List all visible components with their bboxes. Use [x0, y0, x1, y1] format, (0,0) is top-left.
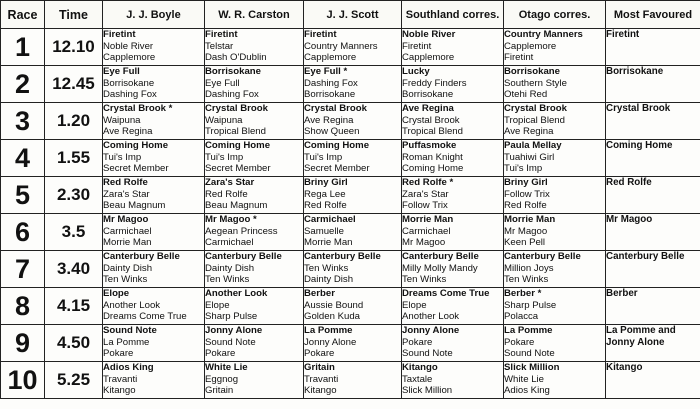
tip-selection-2: Roman Knight — [402, 151, 463, 163]
tip-selection-3: Sound Note — [402, 348, 453, 360]
tip-selection-1: Sound Note — [103, 325, 157, 336]
tip-selection-3: Tropical Blend — [402, 126, 463, 138]
tip-selection-1: Ave Regina — [402, 103, 454, 114]
tip-selection-3: Keen Pell — [504, 237, 546, 249]
race-row — [1, 214, 700, 251]
tip-selection-2: Dainty Dish — [103, 262, 153, 274]
tip-selection-3: Capplemore — [402, 52, 455, 64]
most-favoured-cell — [606, 103, 700, 140]
tip-selection-2: Zara's Star — [103, 188, 150, 200]
race-row — [1, 103, 700, 140]
tip-cell-j-j-scott — [304, 251, 402, 288]
most-favoured-cell — [606, 66, 700, 103]
tip-selection-1: Red Rolfe * — [402, 177, 454, 188]
tip-selection-2: Crystal Brook — [402, 114, 460, 126]
column-header-southland-corres: Southland corres. — [402, 1, 504, 29]
race-number: 2 — [1, 66, 45, 103]
tip-selection-1: Coming Home — [205, 140, 271, 151]
tip-cell-otago-corres — [504, 177, 606, 214]
tip-selection-3: Polacca — [504, 311, 539, 323]
race-time: 5.25 — [45, 362, 103, 399]
tip-selection-2: Sound Note — [205, 336, 256, 348]
most-favoured-cell — [606, 288, 700, 325]
tip-selection-3: Borrisokane — [402, 89, 454, 101]
race-number: 8 — [1, 288, 45, 325]
tip-selection-2: Travanti — [103, 373, 138, 385]
tip-cell-j-j-boyle — [103, 325, 205, 362]
tip-selection-3: Mr Magoo — [402, 237, 446, 249]
tip-cell-w-r-carston — [205, 103, 304, 140]
race-row — [1, 288, 700, 325]
tip-cell-otago-corres — [504, 325, 606, 362]
tip-selection-3: Beau Magnum — [205, 200, 268, 212]
race-number: 10 — [1, 362, 45, 399]
tip-selection-1: Country Manners — [504, 29, 583, 40]
race-row — [1, 140, 700, 177]
tip-selection-3: Carmichael — [205, 237, 254, 249]
most-favoured-horse: Kitango — [606, 362, 643, 373]
tip-selection-3: Secret Member — [103, 163, 169, 175]
tip-selection-3: Ten Winks — [504, 274, 549, 286]
tip-cell-w-r-carston — [205, 325, 304, 362]
column-header-race: Race — [1, 1, 45, 29]
tip-cell-southland-corres — [402, 66, 504, 103]
tip-selection-1: Mr Magoo — [103, 214, 149, 225]
tip-cell-southland-corres — [402, 288, 504, 325]
tip-selection-2: Tui's Imp — [304, 151, 343, 163]
tip-selection-2: Follow Trix — [504, 188, 550, 200]
tip-selection-3: Dashing Fox — [205, 89, 259, 101]
race-time: 3.5 — [45, 214, 103, 251]
tip-selection-3: Slick Million — [402, 385, 453, 397]
tip-selection-1: Crystal Brook — [304, 103, 367, 114]
tip-selection-3: Show Queen — [304, 126, 360, 138]
tip-selection-1: Kitango — [402, 362, 438, 373]
tip-selection-1: Firetint — [304, 29, 337, 40]
tip-selection-1: Canterbury Belle — [402, 251, 479, 262]
race-number: 5 — [1, 177, 45, 214]
tip-selection-3: Tropical Blend — [205, 126, 266, 138]
race-row — [1, 177, 700, 214]
tip-selection-1: Borrisokane — [205, 66, 261, 77]
tip-selection-2: Pokare — [504, 336, 535, 348]
tip-selection-1: Zara's Star — [205, 177, 255, 188]
tip-selection-2: Another Look — [103, 299, 161, 311]
tip-selection-2: Elope — [205, 299, 230, 311]
race-row — [1, 362, 700, 399]
race-time: 3.40 — [45, 251, 103, 288]
race-time: 12.10 — [45, 29, 103, 66]
tip-selection-1: Puffasmoke — [402, 140, 457, 151]
race-row — [1, 66, 700, 103]
tip-selection-2: Milly Molly Mandy — [402, 262, 478, 274]
tip-cell-w-r-carston — [205, 29, 304, 66]
tip-selection-3: Otehi Red — [504, 89, 548, 101]
race-time: 4.50 — [45, 325, 103, 362]
tip-cell-j-j-boyle — [103, 66, 205, 103]
column-header-j-j-scott: J. J. Scott — [304, 1, 402, 29]
tip-cell-j-j-boyle — [103, 140, 205, 177]
tip-selection-1: Jonny Alone — [402, 325, 460, 336]
tip-selection-2: Tui's Imp — [103, 151, 142, 163]
most-favoured-horse: Berber — [606, 288, 638, 299]
most-favoured-horse: Crystal Brook — [606, 103, 671, 114]
most-favoured-cell — [606, 362, 700, 399]
column-header-otago-corres: Otago corres. — [504, 1, 606, 29]
tip-cell-southland-corres — [402, 325, 504, 362]
tip-selection-1: Morrie Man — [402, 214, 454, 225]
tip-selection-3: Tui's Imp — [504, 163, 543, 175]
race-time: 12.45 — [45, 66, 103, 103]
tip-selection-3: Beau Magnum — [103, 200, 166, 212]
most-favoured-cell — [606, 251, 700, 288]
tip-selection-2: La Pomme — [103, 336, 150, 348]
tip-selection-3: Gritain — [205, 385, 234, 397]
tip-selection-1: Berber * — [504, 288, 542, 299]
most-favoured-horse: Canterbury Belle — [606, 251, 685, 262]
tip-selection-2: Pokare — [402, 336, 433, 348]
tip-cell-southland-corres — [402, 251, 504, 288]
race-number: 1 — [1, 29, 45, 66]
tip-selection-1: Another Look — [205, 288, 268, 299]
tip-selection-1: Canterbury Belle — [205, 251, 282, 262]
tip-selection-2: Carmichael — [103, 225, 152, 237]
tip-selection-3: Ten Winks — [402, 274, 447, 286]
tip-cell-otago-corres — [504, 29, 606, 66]
tip-cell-otago-corres — [504, 66, 606, 103]
tip-selection-1: Crystal Brook — [504, 103, 567, 114]
tip-selection-1: Crystal Brook — [205, 103, 268, 114]
tip-selection-1: Gritain — [304, 362, 335, 373]
tip-selection-3: Sharp Pulse — [205, 311, 258, 323]
tip-selection-1: White Lie — [205, 362, 248, 373]
tip-selection-2: Samuelle — [304, 225, 344, 237]
race-number: 3 — [1, 103, 45, 140]
race-number: 6 — [1, 214, 45, 251]
most-favoured-cell — [606, 214, 700, 251]
tip-selection-1: Coming Home — [304, 140, 370, 151]
tip-cell-j-j-scott — [304, 214, 402, 251]
race-row — [1, 325, 700, 362]
tip-selection-3: Coming Home — [402, 163, 464, 175]
tip-selection-3: Another Look — [402, 311, 460, 323]
tip-cell-j-j-scott — [304, 29, 402, 66]
tip-selection-2: Red Rolfe — [205, 188, 248, 200]
tip-cell-otago-corres — [504, 251, 606, 288]
tip-selection-3: Pokare — [304, 348, 335, 360]
race-number: 9 — [1, 325, 45, 362]
tip-selection-3: Pokare — [205, 348, 236, 360]
tip-cell-j-j-boyle — [103, 177, 205, 214]
tip-selection-1: Crystal Brook * — [103, 103, 173, 114]
tip-selection-2: Jonny Alone — [304, 336, 357, 348]
tip-selection-1: Lucky — [402, 66, 430, 77]
tip-selection-3: Dreams Come True — [103, 311, 187, 323]
tip-cell-southland-corres — [402, 362, 504, 399]
tip-selection-3: Secret Member — [304, 163, 370, 175]
tip-selection-3: Ten Winks — [205, 274, 250, 286]
tip-selection-1: Red Rolfe — [103, 177, 148, 188]
tip-selection-2: Rega Lee — [304, 188, 346, 200]
tip-selection-3: Dashing Fox — [103, 89, 157, 101]
tip-cell-w-r-carston — [205, 288, 304, 325]
most-favoured-cell — [606, 177, 700, 214]
most-favoured-horse: Firetint — [606, 29, 640, 40]
most-favoured-cell — [606, 29, 700, 66]
tip-selection-2: Eye Full — [205, 77, 240, 89]
tip-cell-w-r-carston — [205, 66, 304, 103]
tip-selection-1: Eye Full — [103, 66, 140, 77]
tip-selection-1: Borrisokane — [504, 66, 560, 77]
tip-cell-j-j-boyle — [103, 214, 205, 251]
tip-selection-2: Aegean Princess — [205, 225, 278, 237]
tip-selection-2: Eggnog — [205, 373, 239, 385]
race-time: 1.55 — [45, 140, 103, 177]
tip-cell-j-j-scott — [304, 66, 402, 103]
tip-selection-2: Freddy Finders — [402, 77, 467, 89]
tip-cell-j-j-scott — [304, 362, 402, 399]
tip-selection-1: Paula Mellay — [504, 140, 562, 151]
tip-selection-2: Dashing Fox — [304, 77, 358, 89]
tip-cell-j-j-boyle — [103, 103, 205, 140]
tip-cell-otago-corres — [504, 362, 606, 399]
tip-selection-1: Berber — [304, 288, 335, 299]
tip-selection-1: Carmichael — [304, 214, 356, 225]
tip-selection-3: Red Rolfe — [304, 200, 347, 212]
tip-cell-w-r-carston — [205, 214, 304, 251]
tip-cell-j-j-boyle — [103, 251, 205, 288]
tip-selection-2: Ten Winks — [304, 262, 349, 274]
header-row — [1, 1, 700, 29]
tip-selection-1: Slick Million — [504, 362, 560, 373]
tip-selection-2: Zara's Star — [402, 188, 449, 200]
race-time: 4.15 — [45, 288, 103, 325]
tip-selection-2: Noble River — [103, 40, 154, 52]
tip-cell-w-r-carston — [205, 140, 304, 177]
tip-selection-1: Eye Full * — [304, 66, 348, 77]
tip-selection-1: Noble River — [402, 29, 456, 40]
tip-selection-2: Taxtale — [402, 373, 433, 385]
tip-selection-2: White Lie — [504, 373, 544, 385]
tip-cell-j-j-scott — [304, 288, 402, 325]
tip-selection-1: La Pomme — [504, 325, 553, 336]
tip-selection-3: Borrisokane — [304, 89, 356, 101]
tip-cell-w-r-carston — [205, 251, 304, 288]
tip-selection-3: Kitango — [103, 385, 136, 397]
tip-selection-2: Tuahiwi Girl — [504, 151, 555, 163]
tip-selection-3: Ten Winks — [103, 274, 148, 286]
tip-selection-3: Ave Regina — [504, 126, 554, 138]
tip-selection-2: Sharp Pulse — [504, 299, 557, 311]
tip-selection-2: Dainty Dish — [205, 262, 255, 274]
tip-selection-2: Tui's Imp — [205, 151, 244, 163]
tip-selection-3: Kitango — [304, 385, 337, 397]
tip-selection-1: Coming Home — [103, 140, 169, 151]
tip-cell-j-j-scott — [304, 140, 402, 177]
tip-selection-3: Follow Trix — [402, 200, 448, 212]
tip-cell-southland-corres — [402, 103, 504, 140]
tip-cell-southland-corres — [402, 214, 504, 251]
column-header-time: Time — [45, 1, 103, 29]
race-number: 4 — [1, 140, 45, 177]
tip-selection-1: Canterbury Belle — [103, 251, 180, 262]
tip-selection-3: Sound Note — [504, 348, 555, 360]
column-header-most-favoured: Most Favoured — [606, 1, 700, 29]
tip-cell-j-j-scott — [304, 177, 402, 214]
tip-cell-otago-corres — [504, 103, 606, 140]
race-number: 7 — [1, 251, 45, 288]
tip-selection-3: Morrie Man — [103, 237, 152, 249]
tip-selection-3: Adios King — [504, 385, 550, 397]
tip-selection-1: Canterbury Belle — [304, 251, 381, 262]
tip-selection-2: Tropical Blend — [504, 114, 565, 126]
tip-selection-2: Elope — [402, 299, 427, 311]
tip-selection-2: Waipuna — [205, 114, 243, 126]
tip-selection-3: Capplemore — [304, 52, 357, 64]
tip-selection-3: Ave Regina — [103, 126, 153, 138]
tip-selection-3: Secret Member — [205, 163, 271, 175]
column-header-j-j-boyle: J. J. Boyle — [103, 1, 205, 29]
tip-cell-j-j-boyle — [103, 362, 205, 399]
most-favoured-horse: Red Rolfe — [606, 177, 652, 188]
tip-selection-2: Southern Style — [504, 77, 567, 89]
most-favoured-cell — [606, 325, 700, 362]
tip-selection-1: Canterbury Belle — [504, 251, 581, 262]
most-favoured-horse: Mr Magoo — [606, 214, 653, 225]
tip-cell-southland-corres — [402, 177, 504, 214]
most-favoured-cell — [606, 140, 700, 177]
tip-cell-w-r-carston — [205, 177, 304, 214]
tip-selection-2: Firetint — [402, 40, 432, 52]
tip-cell-j-j-boyle — [103, 29, 205, 66]
tip-selection-3: Dainty Dish — [304, 274, 354, 286]
tip-selection-2: Telstar — [205, 40, 234, 52]
tip-selection-2: Country Manners — [304, 40, 378, 52]
tip-selection-3: Pokare — [103, 348, 134, 360]
tip-cell-otago-corres — [504, 140, 606, 177]
tip-cell-otago-corres — [504, 214, 606, 251]
tip-selection-3: Dash O'Dublin — [205, 52, 267, 64]
tip-selection-3: Golden Kuda — [304, 311, 361, 323]
tip-selection-1: Morrie Man — [504, 214, 556, 225]
tip-cell-j-j-boyle — [103, 288, 205, 325]
tip-selection-2: Borrisokane — [103, 77, 155, 89]
tip-selection-3: Morrie Man — [304, 237, 353, 249]
tip-selection-1: Mr Magoo * — [205, 214, 257, 225]
tip-selection-2: Carmichael — [402, 225, 451, 237]
tip-cell-j-j-scott — [304, 325, 402, 362]
tip-selection-3: Capplemore — [103, 52, 156, 64]
tip-cell-j-j-scott — [304, 103, 402, 140]
tip-selection-2: Mr Magoo — [504, 225, 548, 237]
tip-cell-w-r-carston — [205, 362, 304, 399]
tip-selection-1: Dreams Come True — [402, 288, 490, 299]
race-row — [1, 29, 700, 66]
tip-selection-1: Firetint — [205, 29, 238, 40]
tip-selection-1: Elope — [103, 288, 130, 299]
tip-selection-2: Aussie Bound — [304, 299, 364, 311]
tip-selection-1: Briny Girl — [304, 177, 348, 188]
tip-selection-2: Travanti — [304, 373, 339, 385]
tip-cell-otago-corres — [504, 288, 606, 325]
tip-selection-2: Million Joys — [504, 262, 554, 274]
most-favoured-horse: Coming Home — [606, 140, 673, 151]
tip-selection-2: Capplemore — [504, 40, 557, 52]
tip-selection-2: Ave Regina — [304, 114, 354, 126]
tip-selection-2: Waipuna — [103, 114, 141, 126]
race-time: 2.30 — [45, 177, 103, 214]
tip-selection-1: Firetint — [103, 29, 136, 40]
tip-selection-1: Jonny Alone — [205, 325, 263, 336]
tip-selection-3: Firetint — [504, 52, 534, 64]
column-header-w-r-carston: W. R. Carston — [205, 1, 304, 29]
most-favoured-horse: La Pomme and Jonny Alone — [606, 325, 676, 348]
tip-selection-1: Adios King — [103, 362, 154, 373]
tip-cell-southland-corres — [402, 140, 504, 177]
race-time: 1.20 — [45, 103, 103, 140]
tip-selection-3: Red Rolfe — [504, 200, 547, 212]
most-favoured-horse: Borrisokane — [606, 66, 664, 77]
race-row — [1, 251, 700, 288]
tip-cell-southland-corres — [402, 29, 504, 66]
tip-selection-1: Briny Girl — [504, 177, 548, 188]
tip-selection-1: La Pomme — [304, 325, 353, 336]
